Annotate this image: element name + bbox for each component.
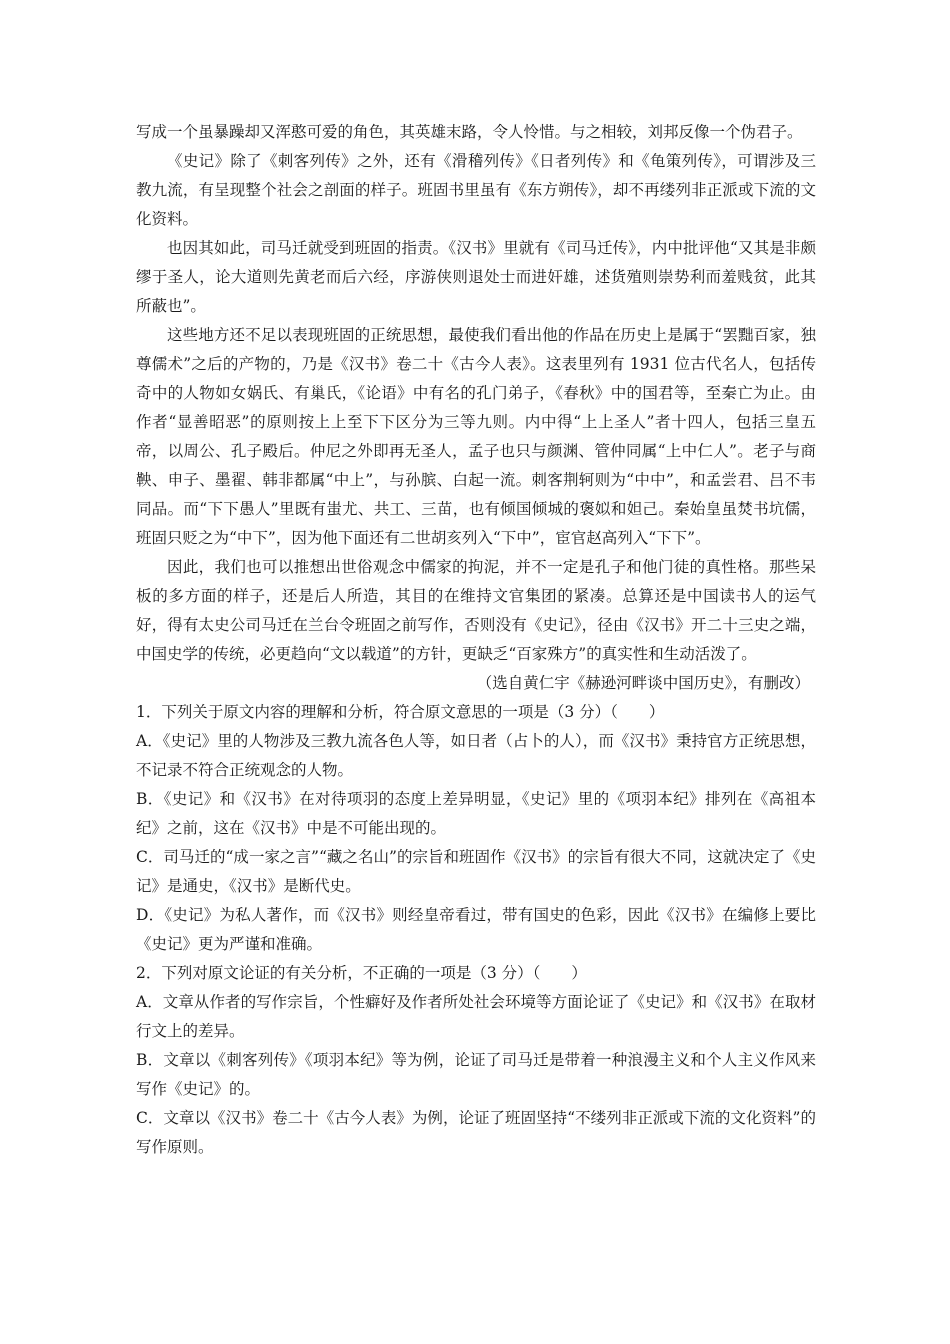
passage-paragraph-0: 写成一个虽暴躁却又浑憨可爱的角色，其英雄末路，令人怜惜。与之相较，刘邦反像一个伪君子。 xyxy=(136,123,803,141)
option-b: B．《史记》和《汉书》在对待项羽的态度上差异明显，《史记》里的《项羽本纪》排列在《高祖本纪》之前，这在《汉书》中是不可能出现的。 xyxy=(136,790,816,837)
question-1 xyxy=(136,698,816,959)
passage-paragraph-4: 因此，我们也可以推想出世俗观念中儒家的拘泥，并不一定是孔子和他门徒的真性格。那些呆板的多方面的样子，还是后人所造，其目的在维持文官集团的紧凑。总算还是中国读书人的运气好，得有太史公司马迁在兰台令班固之前写作，否则没有《史记》，径由《汉书》开二十三史之端，中国史学的传统，必更趋向“文以载道”的方针，更缺乏“百家殊方”的真实性和生动活泼了。 xyxy=(136,558,816,663)
option-c: C．文章以《汉书》卷二十《古今人表》为例，论证了班固坚持“不缕列非正派或下流的文化资料”的写作原则。 xyxy=(136,1109,816,1156)
option-b: B．文章以《刺客列传》《项羽本纪》等为例，论证了司马迁是带着一种浪漫主义和个人主义作风来写作《史记》的。 xyxy=(136,1051,816,1098)
question-2 xyxy=(136,959,816,1162)
passage-paragraph-2: 也因其如此，司马迁就受到班固的指责。《汉书》里就有《司马迁传》，内中批评他“又其是非颇缪于圣人，论大道则先黄老而后六经，序游侠则退处士而进奸雄，述货殖则崇势利而羞贱贫，此其所蔽也”。 xyxy=(136,239,816,315)
passage-paragraph-1: 《史记》除了《刺客列传》之外，还有《滑稽列传》《日者列传》和《龟策列传》，可谓涉及三教九流，有呈现整个社会之剖面的样子。班固书里虽有《东方朔传》，却不再缕列非正派或下流的文化资料。 xyxy=(136,152,816,228)
question-stem: 1．下列关于原文内容的理解和分析，符合原文意思的一项是（3 分）（ ） xyxy=(136,703,665,721)
question-stem: 2．下列对原文论证的有关分析，不正确的一项是（3 分）（ ） xyxy=(136,964,587,982)
passage-paragraph-3: 这些地方还不足以表现班固的正统思想，最使我们看出他的作品在历史上是属于“罢黜百家，独尊儒术”之后的产物的，乃是《汉书》卷二十《古今人表》。这表里列有 1931 位古代名人，包括传奇中的人物如女娲氏、有巢氏，《论语》中有名的孔门弟子，《春秋》中的国君等，至秦亡为止。由作者“显善昭恶”的原则按上上至下下区分为三等九则。内中得“上上圣人”者十四人，包括三皇五帝，以周公、孔子殿后。仲尼之外即再无圣人，孟子也只与颜渊、管仲同属“上中仁人”。老子与商鞅、申子、墨翟、韩非都属“中上”，与孙膑、白起一流。刺客荆轲则为“中中”，和孟尝君、吕不韦同品。而“下下愚人”里既有蚩尤、共工、三苗，也有倾国倾城的褒姒和妲己。秦始皇虽焚书坑儒，班固只贬之为“中下”，因为他下面还有二世胡亥列入“下中”，宦官赵高列入“下下”。 xyxy=(136,326,816,547)
document-body xyxy=(136,118,816,1162)
option-d: D．《史记》为私人著作，而《汉书》则经皇帝看过，带有国史的色彩，因此《汉书》在编修上要比《史记》更为严谨和准确。 xyxy=(136,906,816,953)
option-a: A．文章从作者的写作宗旨，个性癖好及作者所处社会环境等方面论证了《史记》和《汉书》在取材行文上的差异。 xyxy=(136,993,816,1040)
option-a: A．《史记》里的人物涉及三教九流各色人等，如日者（占卜的人），而《汉书》秉持官方正统思想，不记录不符合正统观念的人物。 xyxy=(136,732,816,779)
option-c: C．司马迁的“成一家之言”“藏之名山”的宗旨和班固作《汉书》的宗旨有很大不同，这就决定了《史记》是通史，《汉书》是断代史。 xyxy=(136,848,816,895)
passage-source: （选自黄仁宇《赫逊河畔谈中国历史》，有删改） xyxy=(476,674,810,692)
